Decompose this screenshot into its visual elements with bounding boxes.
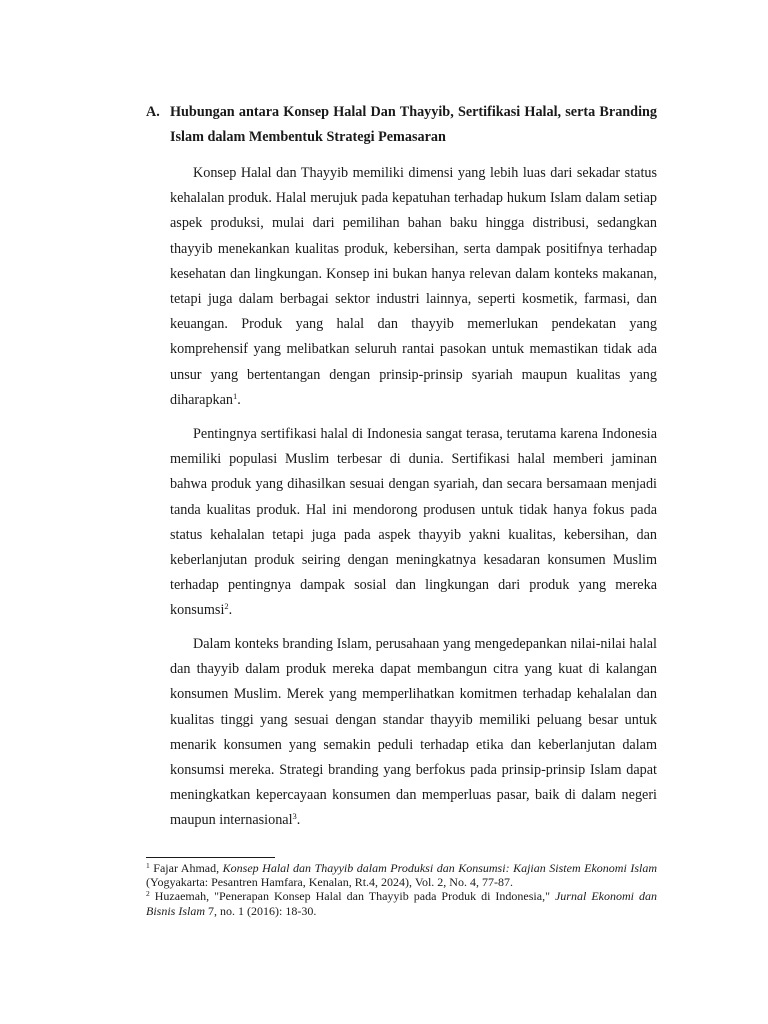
footnote-2-publication: 7, no. 1 (2016): 18-30. (205, 903, 317, 918)
footnote-1-publication: (Yogyakarta: Pesantren Hamfara, Kenalan, Rt.4, 2024), Vol. 2, No. 4, 77-87. (146, 875, 513, 890)
footnote-separator (146, 857, 275, 858)
paragraph-1 (170, 161, 657, 413)
footnotes (146, 861, 657, 918)
footnote-2-author: Huzaemah, "Penerapan Konsep Halal dan Thayyib pada Produk di Indonesia," (154, 889, 555, 904)
footnote-ref-2: 2 (224, 601, 229, 612)
paragraph-2-text: Pentingnya sertifikasi halal di Indonesia sangat terasa, terutama karena Indonesia memiliki populasi Muslim terbesar di dunia. Sertifikasi halal memberi jaminan bahwa produk yang dihasilkan sesuai dengan syariah, dan secara bersamaan menjadi tanda kualitas produk. Hal ini mendorong produsen untuk tidak hanya fokus pada status kehalalan tetapi juga pada aspek thayyib yakni kualitas, kebersihan, dan keberlanjutan produk seiring dengan meningkatnya kesadaran konsumen Muslim terhadap pentingnya dampak sosial dan lingkungan dari produk yang mereka konsumsi (170, 426, 657, 619)
section-heading (146, 100, 657, 150)
paragraph-3-end: . (296, 812, 301, 829)
paragraph-1-end: . (237, 391, 241, 408)
paragraph-2-end: . (228, 602, 233, 619)
footnote-1-author: Fajar Ahmad, (153, 861, 223, 875)
paragraph-1-text: Konsep Halal dan Thayyib memiliki dimensi yang lebih luas dari sekadar status kehalalan produk. Halal merujuk pada kepatuhan terhadap hukum Islam dalam setiap aspek produksi, mulai dari pemilihan bahan baku hingga distribusi, sedangkan thayyib menekankan kualitas produk, kebersihan, serta dampak positifnya terhadap kesehatan dan lingkungan. Konsep ini bukan hanya relevan dalam konteks makanan, tetapi juga dalam berbagai sektor industri lainnya, seperti kosmetik, farmasi, dan keuangan. Produk yang halal dan thayyib memerlukan pendekatan yang komprehensif yang melibatkan seluruh rantai pasokan untuk memastikan tidak ada unsur yang bertentangan dengan prinsip-prinsip syariah maupun kualitas yang diharapkan (170, 165, 657, 408)
section-title: Hubungan antara Konsep Halal Dan Thayyib, Sertifikasi Halal, serta Branding Islam dalam Membentuk Strategi Pemasaran (170, 104, 657, 145)
paragraph-3-text: Dalam konteks branding Islam, perusahaan yang mengedepankan nilai-nilai halal dan thayyib dalam produk mereka dapat membangun citra yang kuat di kalangan konsumen Muslim. Merek yang memperlihatkan komitmen terhadap kehalalan dan kualitas tinggi yang sesuai dengan standar thayyib memiliki peluang besar untuk menarik konsumen yang semakin peduli terhadap etika dan keberlanjutan dalam konsumsi mereka. Strategi branding yang berfokus pada prinsip-prinsip Islam dapat meningkatkan kepercayaan konsumen dan memperluas pasar, baik di dalam negeri maupun internasional (170, 636, 657, 829)
footnote-1-number: 1 (146, 861, 150, 870)
footnote-1-title: Konsep Halal dan Thayyib dalam Produksi dan Konsumsi: Kajian Sistem Ekonomi Islam (222, 861, 657, 875)
footnote-2 (146, 889, 657, 917)
footnote-1 (146, 861, 657, 889)
paragraph-2 (170, 422, 657, 624)
footnote-ref-3: 3 (292, 811, 297, 822)
footnote-2-title: Jurnal Ekonomi dan Bisnis Islam (146, 889, 657, 918)
footnote-2-number: 2 (146, 889, 150, 899)
paragraph-3 (170, 632, 657, 834)
section-letter: A. (146, 104, 160, 120)
footnote-ref-1: 1 (233, 390, 238, 401)
